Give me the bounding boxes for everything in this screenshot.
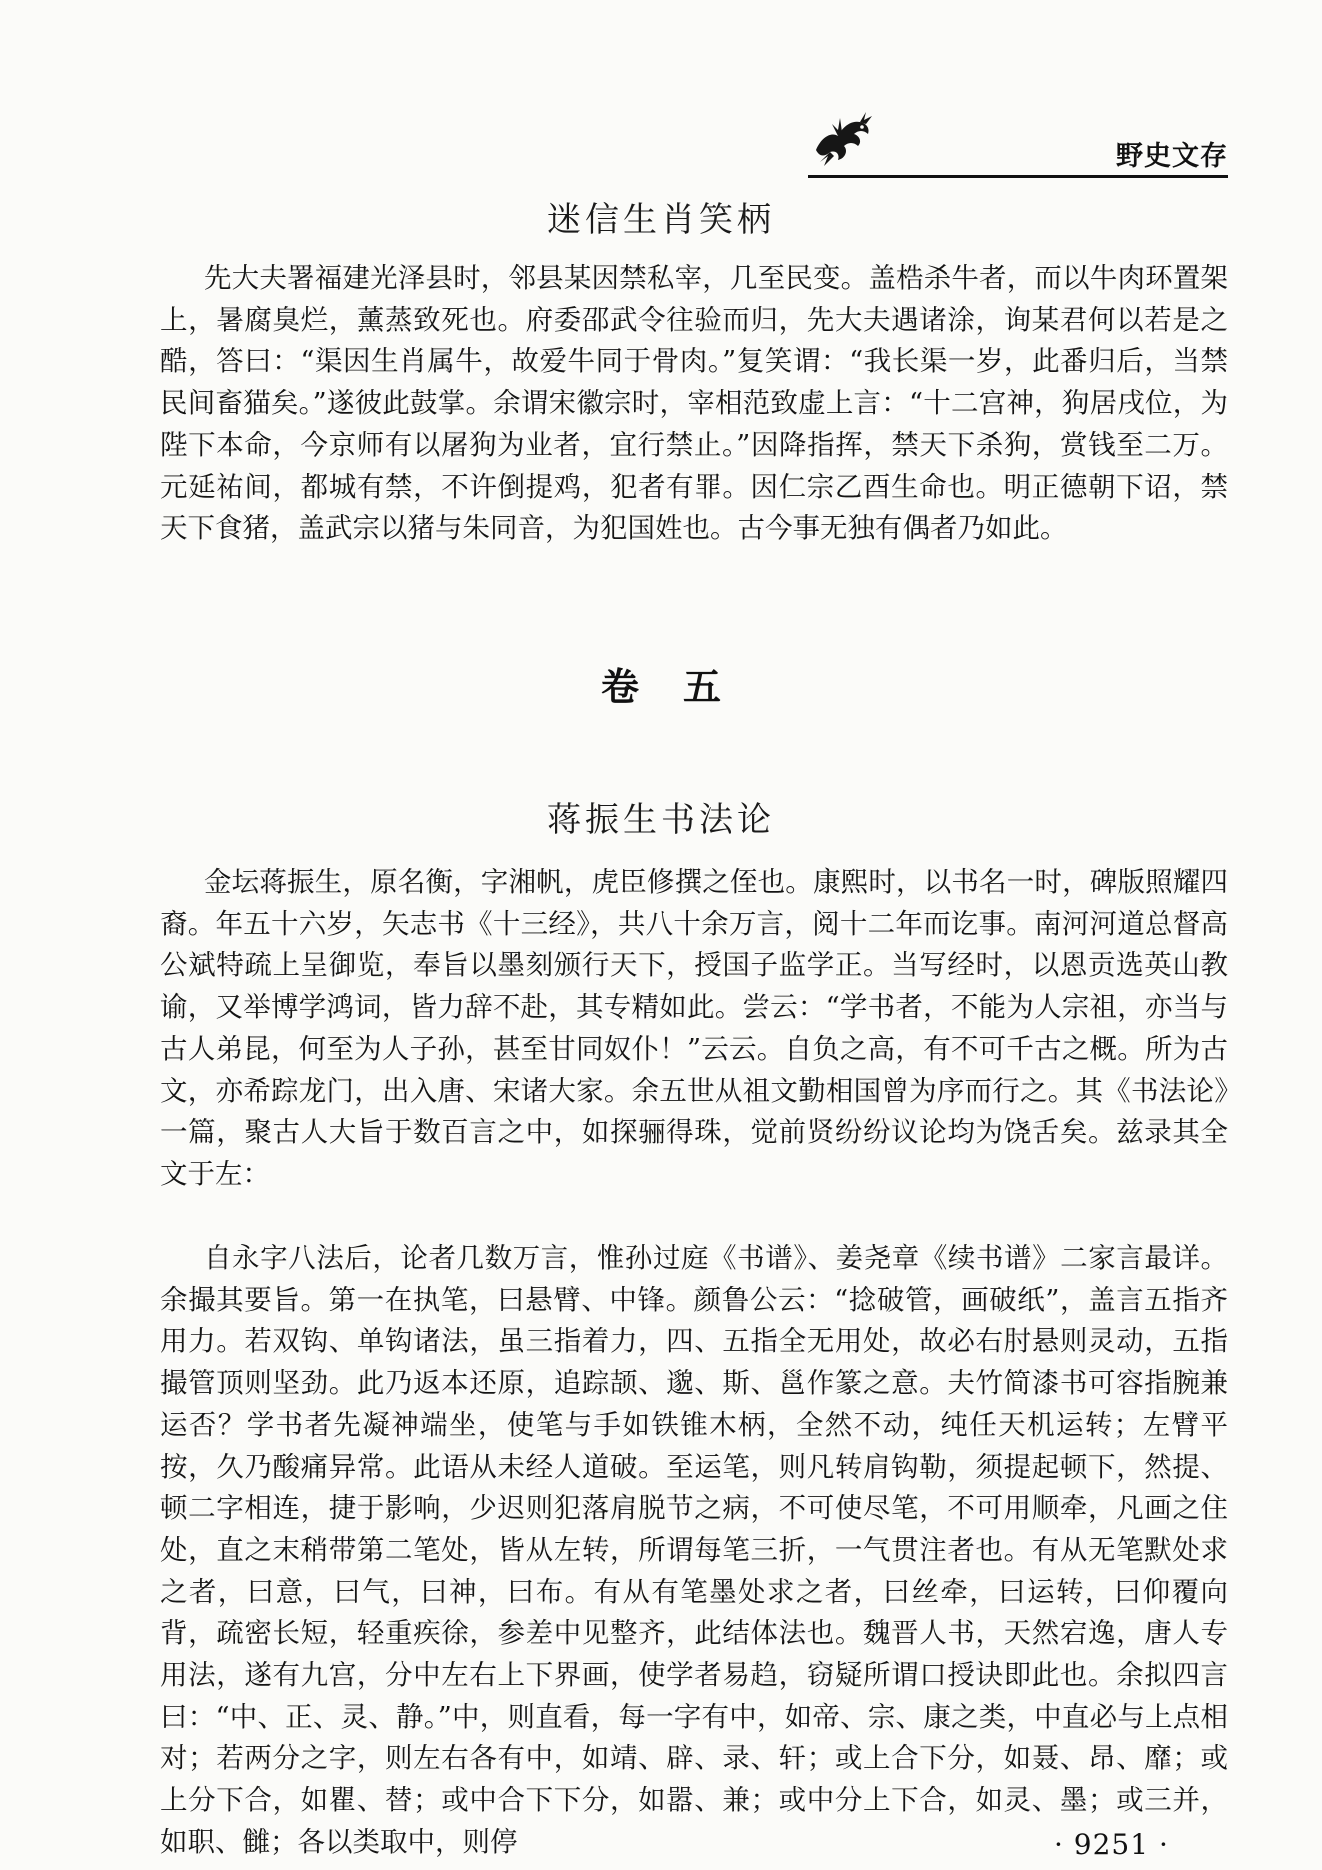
section-title: 蒋振生书法论 [547, 800, 775, 840]
volume-title [0, 656, 1322, 711]
volume-title-char: 五 [683, 665, 722, 709]
section-title: 迷信生肖笑柄 [547, 200, 775, 240]
paragraph: 自永字八法后，论者几数万言，惟孙过庭《书谱》、姜尧章《续书谱》二家言最详。余撮其要旨。第一在执笔，曰悬臂、中锋。颜鲁公云：“捻破管，画破纸”，盖言五指齐用力。若双钩、单钩诸法，虽三指着力，四、五指全无用处，故必右肘悬则灵动，五指撮管顶则坚劲。此乃返本还原，追踪颉、邈、斯、邕作篆之意。夫竹简漆书可容指腕兼运否？学书者先凝神端坐，使笔与手如铁锥木柄，全然不动，纯任天机运转；左臂平按，久乃酸痛异常。此语从未经人道破。至运笔，则凡转肩钩勒，须提起顿下，然提、顿二字相连，捷于影响，少迟则犯落肩脱节之病，不可使尽笔，不可用顺牵，凡画之住处，直之末稍带第二笔处，皆从左转，所谓每笔三折，一气贯注者也。有从无笔默处求之者，曰意，曰气，曰神，曰布。有从有笔墨处求之者，曰丝牵，曰运转，曰仰覆向背，疏密长短，轻重疾徐，参差中见整齐，此结体法也。魏晋人书，天然宕逸，唐人专用法，遂有九宫，分中左右上下界画，使学者易趋，窃疑所谓口授诀即此也。余拟四言曰：“中、正、灵、静。”中，则直看，每一字有中，如帝、宗、康之类，中直必与上点相对；若两分之字，则左右各有中，如靖、辟、录、轩；或上合下分，如聂、昂、靡；或上分下合，如瞿、替；或中合下下分，如嚣、兼；或中分上下合，如灵、墨；或三并，如职、雠；各以类取中，则停 [160, 1242, 1228, 1858]
book-title: 野史文存 [1116, 141, 1228, 172]
page-number: · 9251 · [1054, 1828, 1169, 1861]
dragon-emblem-icon [808, 106, 878, 166]
running-header [808, 100, 1228, 180]
header-rule [808, 175, 1228, 178]
volume-title-char: 卷 [600, 665, 639, 709]
paragraph: 金坛蒋振生，原名衡，字湘帆，虎臣修撰之侄也。康熙时，以书名一时，碑版照耀四裔。年五十六岁，矢志书《十三经》，共八十余万言，阅十二年而讫事。南河河道总督高公斌特疏上呈御览，奉旨以墨刻颁行天下，授国子监学正。当写经时，以恩贡选英山教谕，又举博学鸿词，皆力辞不赴，其专精如此。尝云：“学书者，不能为人宗祖，亦当与古人弟昆，何至为人子孙，甚至甘同奴仆！”云云。自负之高，有不可千古之概。所为古文，亦希踪龙门，出入唐、宋诸大家。余五世从祖文勤相国曾为序而行之。其《书法论》一篇，聚古人大旨于数百言之中，如探骊得珠，觉前贤纷纷议论均为饶舌矣。兹录其全文于左： [160, 866, 1228, 1190]
paragraph: 先大夫署福建光泽县时，邻县某因禁私宰，几至民变。盖梏杀牛者，而以牛肉环置架上，暑腐臭烂，薰蒸致死也。府委邵武令往验而归，先大夫遇诸涂，询某君何以若是之酷，答曰：“渠因生肖属牛，故爱牛同于骨肉。”复笑谓：“我长渠一岁，此番归后，当禁民间畜猫矣。”遂彼此鼓掌。余谓宋徽宗时，宰相范致虚上言：“十二宫神，狗居戌位，为陛下本命，今京师有以屠狗为业者，宜行禁止。”因降指挥，禁天下杀狗，赏钱至二万。元延祐间，都城有禁，不许倒提鸡，犯者有罪。因仁宗乙酉生命也。明正德朝下诏，禁天下食猪，盖武宗以猪与朱同音，为犯国姓也。古今事无独有偶者乃如此。 [160, 262, 1228, 545]
